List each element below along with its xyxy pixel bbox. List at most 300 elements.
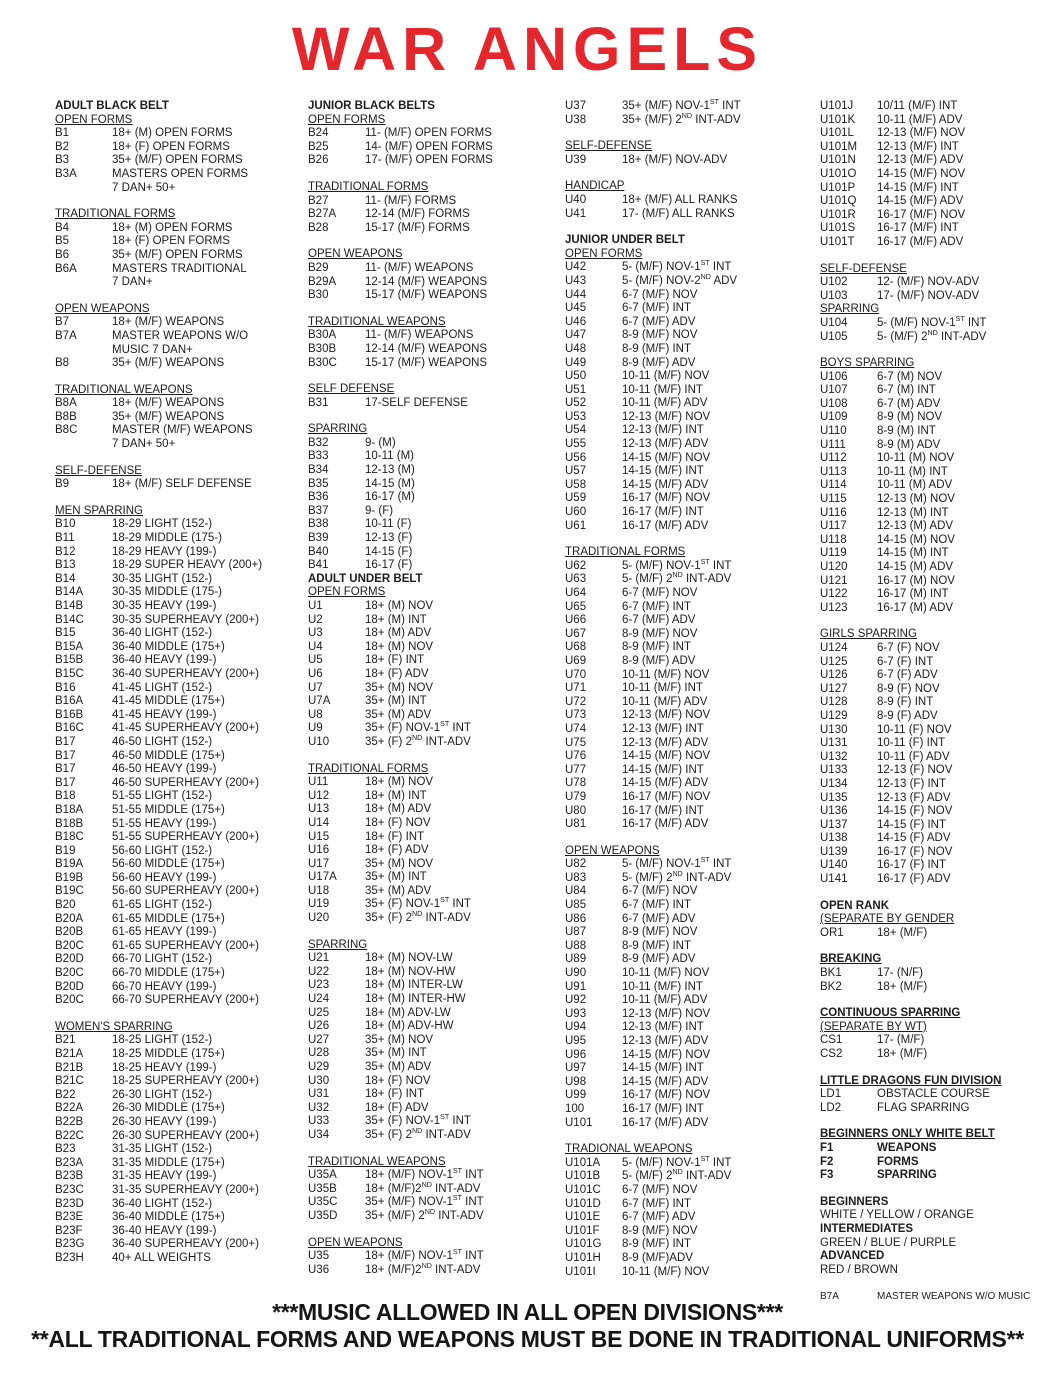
division-row — [820, 873, 1052, 887]
division-row — [565, 777, 810, 791]
division-code: B29 — [308, 261, 329, 274]
division-row — [820, 100, 1052, 114]
division-code: B1 — [55, 127, 70, 140]
division-label: 7 DAN+ — [112, 276, 153, 289]
division-label: 16-17 (M/F) INT — [877, 222, 959, 235]
division-code: U88 — [565, 939, 587, 952]
division-label: 18+ (M) ADV — [365, 803, 432, 816]
division-code: U4 — [308, 640, 323, 653]
division-label: 12-14 (M/F) WEAPONS — [365, 275, 488, 288]
division-row — [820, 195, 1052, 209]
division-code: U119 — [820, 547, 847, 560]
division-code: B20 — [55, 899, 76, 912]
division-row — [308, 450, 558, 464]
spacer — [565, 832, 810, 845]
division-label: 18+ (M) OPEN FORMS — [112, 221, 233, 234]
division-code: U22 — [308, 965, 330, 978]
division-row — [55, 1034, 307, 1048]
division-row — [55, 573, 307, 587]
division-label: 41-45 SUPERHEAVY (200+) — [112, 722, 259, 735]
division-label: 66-70 SUPERHEAVY (200+) — [112, 994, 259, 1007]
division-label: 18+ (F) ADV — [365, 1101, 429, 1114]
division-label: 35+ (M/F) OPEN FORMS — [112, 248, 243, 261]
division-label: 6-7 (M/F) NOV — [622, 1183, 698, 1196]
division-row — [565, 737, 810, 751]
division-code: U26 — [308, 1020, 330, 1033]
division-row — [55, 668, 307, 682]
division-label: FORMS — [877, 1155, 919, 1168]
division-row — [308, 491, 558, 505]
division-row — [55, 518, 307, 532]
division-label: 35+ (M/F) WEAPONS — [112, 410, 225, 423]
division-label: 18-25 HEAVY (199-) — [112, 1061, 217, 1074]
division-row — [565, 913, 810, 927]
division-label: 12-13 (M/F) INT — [622, 1021, 704, 1034]
division-label: 17- (M/F) NOV-ADV — [877, 289, 980, 302]
division-label: 36-40 SUPERHEAVY (200+) — [112, 1238, 259, 1251]
division-code: U101D — [565, 1197, 601, 1210]
division-row — [55, 831, 307, 845]
division-code: B20C — [55, 939, 84, 952]
division-code: U104 — [820, 316, 848, 329]
division-row — [565, 302, 810, 316]
division-row — [565, 1211, 810, 1225]
division-code: U24 — [308, 993, 330, 1006]
division-code: U28 — [308, 1047, 330, 1060]
division-row — [308, 966, 558, 980]
division-code: U70 — [565, 668, 587, 681]
division-code: B23F — [55, 1224, 83, 1237]
division-code: U101G — [565, 1238, 602, 1251]
division-code: B3A — [55, 167, 77, 180]
column-3 — [565, 100, 810, 1279]
section-heading: INTERMEDIATES — [820, 1222, 914, 1235]
division-code: U101O — [820, 167, 857, 180]
spacer — [820, 887, 1052, 900]
division-row — [308, 1020, 558, 1034]
division-label: 46-50 SUPERHEAVY (200+) — [112, 776, 259, 789]
division-label: 6-7 (M/F) NOV — [622, 587, 698, 599]
text-line: WHITE / YELLOW / ORANGE — [820, 1209, 974, 1222]
division-row — [565, 1266, 810, 1280]
division-label: 46-50 LIGHT (152-) — [112, 735, 213, 748]
division-row — [308, 478, 558, 492]
division-code: U7A — [308, 695, 331, 708]
division-label: WEAPONS — [877, 1141, 937, 1154]
division-code: B32 — [308, 436, 329, 449]
division-label: 17- (M/F) OPEN FORMS — [365, 154, 493, 167]
division-code: U118 — [820, 533, 847, 546]
division-row — [565, 696, 810, 710]
division-code: OR1 — [820, 926, 844, 939]
division-row — [820, 1169, 1052, 1183]
division-code: B17 — [55, 749, 76, 762]
division-label: 12-13 (M/F) INT — [622, 722, 704, 735]
division-label: 18+ (M) NOV — [365, 640, 434, 653]
division-label: 14-15 (M/F) INT — [622, 763, 704, 776]
division-label: 35+ (M) NOV — [365, 681, 434, 694]
division-label: 6-7 (M) INT — [877, 384, 936, 397]
division-label: 10-11 (M/F) INT — [622, 980, 703, 993]
division-code: U64 — [565, 587, 587, 599]
division-code: U126 — [820, 669, 848, 682]
division-label: 26-30 LIGHT (152-) — [112, 1088, 213, 1101]
division-row — [820, 764, 1052, 778]
division-label: 16-17 (M/F) ADV — [622, 519, 709, 532]
division-label: 16-17 (M/F) INT — [622, 506, 704, 519]
division-row — [55, 1211, 307, 1225]
division-label: 30-35 LIGHT (152-) — [112, 572, 213, 585]
division-code: U31 — [308, 1088, 330, 1101]
division-row — [308, 559, 558, 573]
division-code: B22C — [55, 1129, 84, 1142]
division-code: B18C — [55, 831, 84, 844]
division-code: U15 — [308, 830, 330, 843]
division-code — [55, 438, 112, 452]
division-label: 16-17 (M/F) ADV — [622, 818, 709, 831]
division-code: BK2 — [820, 980, 842, 993]
division-label: 8-9 (M/F) NOV — [622, 627, 698, 640]
division-row — [565, 655, 810, 669]
division-row — [55, 127, 307, 141]
footer-note-uniforms: **ALL TRADITIONAL FORMS AND WEAPONS MUST BE DONE IN TRADITIONAL UNIFORMS** — [31, 1326, 1024, 1352]
division-code: U101S — [820, 222, 856, 235]
division-code: U23 — [308, 979, 330, 992]
division-code: U56 — [565, 451, 587, 464]
division-row — [55, 586, 307, 600]
division-code: B22 — [55, 1088, 76, 1101]
division-code: U101 — [565, 1116, 593, 1129]
division-code: U49 — [565, 356, 587, 369]
division-row — [55, 1225, 307, 1239]
division-label: 18+ (M/F) — [877, 926, 928, 939]
division-code: U69 — [565, 654, 587, 667]
division-code: B19B — [55, 871, 84, 884]
division-row — [565, 1198, 810, 1212]
division-code: U11 — [308, 776, 329, 789]
division-label: 10-11 (M/F) ADV — [622, 397, 708, 410]
division-row — [55, 1089, 307, 1103]
spacer — [55, 195, 307, 208]
division-code: F2 — [820, 1155, 834, 1168]
division-code: U79 — [565, 790, 587, 803]
division-row — [820, 398, 1052, 412]
division-code: CS1 — [820, 1034, 843, 1047]
division-row — [565, 492, 810, 506]
division-label: 30-35 MIDDLE (175-) — [112, 586, 222, 599]
division-label: 10-11 (F) ADV — [877, 750, 950, 763]
division-label: 6-7 (M/F) INT — [622, 899, 691, 912]
spacer — [308, 926, 558, 939]
division-code: U101B — [565, 1170, 601, 1183]
section-heading: OPEN FORMS — [55, 113, 133, 126]
division-row — [565, 397, 810, 411]
division-label: 15-17 (M/F) WEAPONS — [365, 289, 488, 302]
division-code: U103 — [820, 289, 848, 302]
division-label: 14-15 (M/F) ADV — [877, 195, 964, 208]
division-label: 12-13 (M/F) ADV — [622, 736, 709, 749]
division-row — [820, 575, 1052, 589]
division-row — [820, 656, 1052, 670]
division-row — [820, 1034, 1052, 1048]
division-label: 14-15 (M) ADV — [877, 561, 954, 573]
division-label: 66-70 LIGHT (152-) — [112, 953, 213, 966]
division-label: 14-15 (M/F) NOV — [622, 1048, 711, 1061]
division-code: U101K — [820, 113, 856, 126]
division-code: U8 — [308, 708, 323, 721]
division-code: U35C — [308, 1196, 338, 1209]
division-label: 8-9 (M/F) INT — [622, 342, 691, 355]
division-label: 35+ (M) NOV — [365, 1033, 434, 1046]
division-row — [308, 1102, 558, 1116]
division-row — [55, 695, 307, 709]
division-continuation — [55, 438, 307, 452]
division-row — [55, 614, 307, 628]
division-row — [565, 1117, 810, 1131]
division-row — [55, 858, 307, 872]
division-label: 5- (M/F) NOV-1ST INT — [622, 557, 732, 572]
division-code: U53 — [565, 410, 587, 423]
section-heading: TRADITIONAL WEAPONS — [308, 315, 446, 328]
division-code: U37 — [565, 100, 587, 112]
division-label: 14-15 (M/F) ADV — [622, 478, 709, 491]
division-row — [55, 709, 307, 723]
division-code: CS2 — [820, 1048, 843, 1060]
section-heading: TRADITIONAL WEAPONS — [55, 383, 193, 396]
division-code: B10 — [55, 518, 76, 531]
division-code: U138 — [820, 832, 848, 845]
division-row — [565, 1049, 810, 1063]
division-code: U32 — [308, 1101, 330, 1114]
division-label: 18+ (M/F) NOV-1ST INT — [365, 1248, 484, 1263]
division-label: 12-13 (M/F) INT — [877, 140, 959, 153]
division-code: U17 — [308, 857, 330, 870]
division-row — [55, 154, 307, 168]
division-label: 15-17 (M/F) WEAPONS — [365, 356, 488, 369]
division-label: 18+ (F) INT — [365, 830, 425, 843]
division-row — [55, 397, 307, 411]
division-label: 8-9 (F) ADV — [877, 709, 938, 722]
division-code: U52 — [565, 397, 587, 410]
division-label: 17- (M/F) ALL RANKS — [622, 207, 735, 220]
division-label: 36-40 MIDDLE (175+) — [112, 640, 225, 653]
division-row — [55, 926, 307, 940]
division-row — [820, 561, 1052, 575]
division-label: 31-35 SUPERHEAVY (200+) — [112, 1183, 259, 1196]
division-row — [820, 751, 1052, 765]
division-label: 18+ (M) INTER-HW — [365, 993, 466, 1006]
spacer — [55, 290, 307, 303]
division-code: B20D — [55, 980, 84, 993]
division-code: B18A — [55, 803, 84, 816]
division-label: 18+ (M/F) ALL RANKS — [622, 193, 738, 206]
division-code: B20C — [55, 967, 84, 980]
division-code: U61 — [565, 519, 587, 532]
division-code: B13 — [55, 559, 76, 572]
division-code: U121 — [820, 574, 848, 587]
division-label: 35+ (M/F) 2ND INT-ADV — [622, 111, 741, 126]
column-1 — [55, 100, 307, 1266]
division-label: 26-30 SUPERHEAVY (200+) — [112, 1129, 259, 1142]
division-label: 18+ (M) NOV-LW — [365, 952, 453, 965]
division-code: U101E — [565, 1211, 601, 1224]
division-row — [55, 654, 307, 668]
division-row — [565, 818, 810, 832]
division-code: B7A — [55, 329, 77, 342]
division-code: U63 — [565, 573, 587, 586]
division-row — [820, 967, 1052, 981]
section-heading: SPARRING — [308, 938, 368, 951]
division-label: 14-15 (F) NOV — [877, 805, 953, 818]
division-label: 14-15 (M) INT — [877, 547, 949, 560]
division-code: B23G — [55, 1238, 85, 1251]
division-row — [308, 1169, 558, 1183]
division-row — [308, 546, 558, 560]
division-row — [308, 1210, 558, 1224]
division-code: B16B — [55, 708, 84, 721]
division-label: 8-9 (M/F) NOV — [622, 1224, 698, 1237]
division-row — [565, 872, 810, 886]
division-code: B24 — [308, 127, 329, 140]
division-code: B20D — [55, 953, 84, 966]
division-code: B30 — [308, 289, 329, 302]
division-row — [55, 249, 307, 263]
division-label: 14-15 (M/F) ADV — [622, 1075, 709, 1088]
division-label: 35+ (F) 2ND INT-ADV — [365, 910, 471, 925]
division-label: 12-13 (M/F) ADV — [877, 154, 964, 167]
division-label: 12-14 (M/F) FORMS — [365, 208, 470, 221]
division-label: MASTER (M/F) WEAPONS — [112, 424, 253, 437]
division-label: 18+ (F) OPEN FORMS — [112, 235, 230, 248]
division-label: 16-17 (F) ADV — [877, 873, 951, 886]
division-row — [308, 831, 558, 845]
division-label: 8-9 (M/F) ADV — [622, 953, 696, 966]
division-label: 18-25 LIGHT (152-) — [112, 1034, 213, 1047]
division-code: U110 — [820, 425, 847, 438]
division-code: B23 — [55, 1143, 76, 1156]
division-code: B2 — [55, 140, 70, 153]
division-label: 14-15 (M/F) ADV — [622, 777, 709, 790]
division-label: 12-13 (M) INT — [877, 506, 949, 519]
division-code: U75 — [565, 736, 587, 749]
division-code: U35D — [308, 1209, 338, 1222]
division-label: 56-60 LIGHT (152-) — [112, 844, 213, 857]
division-row — [308, 195, 558, 209]
division-row — [55, 777, 307, 791]
division-code: U101Q — [820, 195, 857, 208]
text-line: GREEN / BLUE / PURPLE — [820, 1236, 957, 1249]
division-code: B29A — [308, 275, 337, 288]
division-row — [308, 505, 558, 519]
division-row — [308, 437, 558, 451]
division-row — [308, 1261, 558, 1278]
division-code: U20 — [308, 912, 330, 925]
section-heading: BOYS SPARRING — [820, 357, 915, 370]
division-label: 18-25 MIDDLE (175+) — [112, 1048, 225, 1060]
division-code: U112 — [820, 452, 847, 465]
division-row — [820, 1156, 1052, 1170]
division-label: 16-17 (M) — [365, 491, 415, 504]
division-code: U43 — [565, 274, 587, 287]
division-label: 10-11 (M/F) ADV — [622, 695, 708, 708]
division-code: U85 — [565, 899, 587, 912]
division-label: 18+ (F) OPEN FORMS — [112, 140, 230, 153]
column-4 — [820, 100, 1052, 1304]
division-code: LD2 — [820, 1101, 842, 1114]
division-row — [308, 1180, 558, 1197]
division-code: U67 — [565, 627, 587, 640]
division-code: B22A — [55, 1102, 84, 1115]
division-label: 10-11 (M) ADV — [877, 479, 953, 492]
division-code: U97 — [565, 1062, 587, 1075]
division-code: U46 — [565, 315, 587, 328]
division-row — [820, 328, 1052, 345]
division-code: B16A — [55, 695, 84, 708]
division-code: B14B — [55, 600, 84, 612]
division-label: 8-9 (M/F) NOV — [622, 329, 698, 342]
division-code: U137 — [820, 818, 848, 831]
division-row — [308, 1250, 558, 1264]
division-label: 18+ (M) NOV-HW — [365, 965, 456, 978]
division-code: B23A — [55, 1156, 84, 1169]
division-code: U132 — [820, 750, 848, 763]
division-code: LD1 — [820, 1088, 842, 1101]
division-code: B23H — [55, 1251, 84, 1264]
division-label: 18+ (M/F) WEAPONS — [112, 316, 225, 329]
division-code: B30C — [308, 356, 337, 369]
division-row — [820, 209, 1052, 223]
division-code: U29 — [308, 1061, 330, 1073]
division-code: B17 — [55, 735, 76, 748]
division-label: 14-15 (M/F) INT — [622, 465, 704, 478]
division-row — [565, 953, 810, 967]
division-label: 46-50 HEAVY (199-) — [112, 763, 217, 776]
division-code: U109 — [820, 411, 848, 424]
division-row — [565, 208, 810, 222]
division-label: 5- (M/F) NOV-2ND ADV — [622, 273, 738, 287]
division-label: 18+ (M) INTER-LW — [365, 979, 463, 992]
division-code: B6 — [55, 248, 70, 261]
section-heading: BEGINNERS — [820, 1195, 889, 1208]
division-label: 10-11 (M) NOV — [877, 452, 955, 465]
division-row — [565, 411, 810, 425]
division-row — [820, 669, 1052, 683]
section-heading: (SEPARATE BY WT) — [820, 1020, 927, 1033]
division-code: B5 — [55, 235, 70, 248]
division-row — [55, 627, 307, 641]
division-label: 35+ (F) 2ND INT-ADV — [365, 734, 471, 748]
division-label: 17- (N/F) — [877, 967, 923, 980]
division-label: 12-14 (M/F) WEAPONS — [365, 342, 488, 355]
division-label: 12-13 (M/F) INT — [622, 424, 704, 437]
division-row — [308, 614, 558, 628]
division-label: 41-45 MIDDLE (175+) — [112, 695, 225, 708]
division-row — [55, 818, 307, 832]
division-label: 14-15 (F) — [365, 545, 413, 558]
division-label: 14- (M/F) OPEN FORMS — [365, 140, 493, 153]
division-row — [820, 724, 1052, 738]
division-code: B20C — [55, 994, 84, 1007]
division-row — [55, 913, 307, 927]
division-code: B23D — [55, 1197, 84, 1210]
division-code: B19 — [55, 844, 76, 857]
spacer — [565, 1130, 810, 1143]
division-code: U82 — [565, 858, 587, 871]
division-code: U101T — [820, 235, 855, 248]
division-code: U45 — [565, 302, 587, 315]
division-label: 16-17 (F) — [365, 559, 413, 572]
division-code: U21 — [308, 952, 330, 965]
